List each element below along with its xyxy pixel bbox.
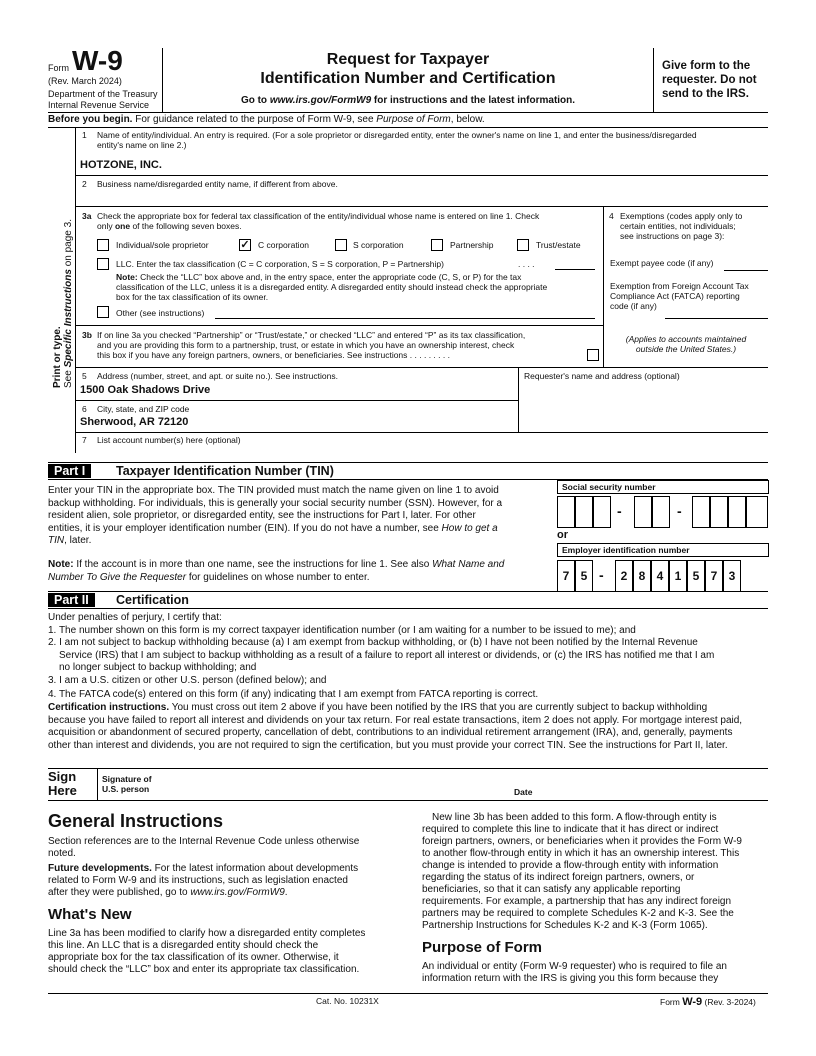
line3b-number: 3b <box>82 330 92 340</box>
ssn-digit-box[interactable] <box>692 496 710 528</box>
individual-checkbox[interactable] <box>97 239 109 251</box>
ssn-digit-box[interactable] <box>746 496 768 528</box>
business-name-field[interactable] <box>78 190 766 205</box>
ein-digit-box[interactable]: 2 <box>615 560 633 592</box>
irs-w9-link[interactable]: www.irs.gov/FormW9 <box>190 887 285 898</box>
ein-digit-box[interactable]: 7 <box>705 560 723 592</box>
ein-digit-box[interactable]: 5 <box>687 560 705 592</box>
form-label: Form <box>48 63 69 73</box>
fatca-code-field[interactable] <box>665 318 768 319</box>
account-numbers-field[interactable] <box>78 446 766 453</box>
department-line1: Department of the Treasury <box>48 89 158 99</box>
whats-new-text: Line 3a has been modified to clarify how a disregarded entity completes this line. An LLC that is a disregarded entity should check the appropriate box for the tax classification of its owner. Otherwise, it should check the “LLC” box and enter its appropriate tax classification. <box>48 928 366 975</box>
line7-number: 7 <box>82 435 87 445</box>
ssn-label: Social security number <box>557 480 769 494</box>
form-title-line2: Identification Number and Certification <box>260 70 556 87</box>
llc-label: LLC. Enter the tax classification (C = C corporation, S = S corporation, P = Partnership) <box>116 259 444 269</box>
goto-instructions: Go to www.irs.gov/FormW9 for instructions and the latest information. <box>240 95 576 106</box>
line3a-number: 3a <box>82 211 92 221</box>
ein-digit-box[interactable]: 5 <box>575 560 593 592</box>
line6-label: City, state, and ZIP code <box>97 404 190 414</box>
ein-digit-box[interactable]: 1 <box>669 560 687 592</box>
give-form-notice: Give form to the requester. Do not send to the IRS. <box>662 60 757 100</box>
form-title-line1: Request for Taxpayer <box>326 51 490 68</box>
ssn-digit-box[interactable] <box>728 496 746 528</box>
ein-digit-box[interactable]: 4 <box>651 560 669 592</box>
line1-number: 1 <box>82 130 87 140</box>
line1-label: Name of entity/individual. An entry is required. (For a sole proprietor or disregarded entity, enter the owner's name on line 1, and enter the business/disregarded entity's name on line 2.) <box>97 130 697 150</box>
part1-tag: Part I <box>48 464 91 478</box>
certification-text: Under penalties of perjury, I certify that: 1. The number shown on this form is my correct taxpayer identification number (or I am waiting for a number to be issued to me); and 2. I am not subject to backup withholding because (a) I am exempt from backup withholding, or (b) I have not been notified by the Internal Revenue Service (IRS) that I am subject to backup withholding as a result of a failure to report all interest or dividends, or (c) the IRS has notified me that I am no longer subject to backup withholding; and 3. I am a U.S. citizen or other U.S. person (defined below); and 4. The FATCA code(s) entered on this form (if any) indicating that I am exempt from FATCA reporting is correct. Certification instructions. You must cross out item 2 above if you have been notified by the IRS that you are currently subject to backup withholding because you have failed to report all interest and dividends on your tax return. For real estate transactions, item 2 does not apply. For mortgage interest paid, acquisition or abandonment of secured property, cancellation of debt, contributions to an individual retirement arrangement (IRA), and, generally, payments other than interest and dividends, you are not required to sign the certification, but you must provide your correct TIN. See the instructions for Part II, later. <box>48 612 743 751</box>
catalog-number: Cat. No. 10231X <box>316 996 379 1006</box>
sidebar-instructions: Print or type. See Specific Instructions on page 3. <box>52 219 74 388</box>
tin-instructions: Enter your TIN in the appropriate box. The TIN provided must match the name given on line 1 to avoid backup withholding. For individuals, this is generally your social security number (SSN). However, for a resident alien, sole proprietor, or disregarded entity, see the instructions for Part I, later. For other entities, it is your employer identification number (EIN). If you do not have a number, see How to get a TIN, later. <box>48 485 503 547</box>
llc-note: Note: Check the “LLC” box above and, in the entry space, enter the appropriate code (C, S, or P) for the tax classification of the LLC, unless it is a disregarded entity. A disregarded entity should instead check the appropriate box for the tax classification of its owner. <box>116 272 548 302</box>
c-corporation-checkbox[interactable]: ✓ <box>240 239 250 251</box>
gi-right-column: New line 3b has been added to this form. A flow-through entity is required to complete this line to indicate that it has direct or indirect foreign partners, owners, or beneficiaries when it provides the Form W-9 to another flow-through entity in which it has an ownership interest. This change is intended to provide a flow-through entity with information regarding the status of its indirect foreign partners, owners, or beneficiaries, so that it can satisfy any applicable reporting requirements. For example, a partnership that has any indirect foreign partners may be required to complete Schedules K-2 and K-3. See the Partnership Instructions for Schedules K-2 and K-3 (Form 1065). <box>422 812 742 931</box>
requester-label: Requester's name and address (optional) <box>524 371 680 381</box>
llc-dots: . . . . <box>518 259 535 269</box>
signature-label: Signature of U.S. person <box>102 774 152 794</box>
ein-digit-box[interactable]: 7 <box>557 560 575 592</box>
c-corporation-label: C corporation <box>258 240 310 250</box>
ssn-digit-box[interactable] <box>634 496 652 528</box>
part1-title: Taxpayer Identification Number (TIN) <box>116 464 334 478</box>
s-corporation-checkbox[interactable] <box>335 239 347 251</box>
ssn-digit-box[interactable] <box>652 496 670 528</box>
fatca-label: Exemption from Foreign Account Tax Compliance Act (FATCA) reporting code (if any) <box>610 281 749 311</box>
date-field[interactable] <box>540 776 766 796</box>
exempt-payee-field[interactable] <box>724 270 768 271</box>
footer-form-id: Form W-9 (Rev. 3-2024) <box>660 996 756 1008</box>
ssn-digit-box[interactable] <box>557 496 575 528</box>
ein-digit-box[interactable]: 3 <box>723 560 741 592</box>
ein-digit-box[interactable]: 8 <box>633 560 651 592</box>
form-number: W-9 <box>72 45 123 76</box>
entity-name-field[interactable]: HOTZONE, INC. <box>80 159 162 171</box>
partnership-label: Partnership <box>450 240 494 250</box>
ein-label: Employer identification number <box>557 543 769 557</box>
other-field[interactable] <box>215 318 595 319</box>
part2-title: Certification <box>116 593 189 607</box>
date-label: Date <box>514 787 533 797</box>
llc-classification-field[interactable] <box>555 269 595 270</box>
ssn-digit-box[interactable] <box>710 496 728 528</box>
llc-checkbox[interactable] <box>97 258 109 270</box>
purpose-link[interactable]: Purpose of Form <box>376 114 451 125</box>
purpose-text: An individual or entity (Form W-9 requester) who is required to file an information return with the IRS is giving you this form because they <box>422 961 727 984</box>
signature-field[interactable] <box>160 772 510 796</box>
line3a-label: Check the appropriate box for federal tax classification of the entity/individual whose name is entered on line 1. Check only one of the following seven boxes. <box>97 211 540 231</box>
other-checkbox[interactable] <box>97 306 109 318</box>
line5-label: Address (number, street, and apt. or suite no.). See instructions. <box>97 371 338 381</box>
ein-dash: - <box>599 567 604 583</box>
line3b-label: If on line 3a you checked “Partnership” or “Trust/estate,” or checked “LLC” and entered “P” as its tax classification, and you are providing this form to a partnership, trust, or estate in which you have an ownership interest, check this box if you have any foreign partners, owners, or beneficiaries. See instructions . . . . . . . . . <box>97 330 526 360</box>
irs-url-link[interactable]: www.irs.gov/FormW9 <box>269 95 372 106</box>
line5-number: 5 <box>82 371 87 381</box>
line7-label: List account number(s) here (optional) <box>97 435 241 445</box>
other-label: Other (see instructions) <box>116 308 205 318</box>
general-instructions-heading: General Instructions <box>48 811 224 831</box>
ssn-digit-box[interactable] <box>593 496 611 528</box>
line6-number: 6 <box>82 404 87 414</box>
trust-estate-checkbox[interactable] <box>517 239 529 251</box>
ssn-dash: - <box>617 503 622 519</box>
before-you-begin: Before you begin. For guidance related to the purpose of Form W-9, see Purpose of Form, below. <box>48 114 485 125</box>
foreign-partners-checkbox[interactable] <box>587 349 599 361</box>
or-label: or <box>557 529 568 541</box>
individual-label: Individual/sole proprietor <box>116 240 209 250</box>
trust-estate-label: Trust/estate <box>536 240 581 250</box>
s-corporation-label: S corporation <box>353 240 404 250</box>
purpose-of-form-heading: Purpose of Form <box>422 939 543 956</box>
whats-new-heading: What's New <box>48 906 132 923</box>
sign-here-label: Sign Here <box>48 769 77 798</box>
line2-number: 2 <box>82 179 87 189</box>
department-line2: Internal Revenue Service <box>48 100 150 110</box>
line2-label: Business name/disregarded entity name, if different from above. <box>97 179 338 189</box>
address-field[interactable]: 1500 Oak Shadows Drive <box>80 384 211 396</box>
revision-date: (Rev. March 2024) <box>48 76 122 86</box>
exemptions-label: Exemptions (codes apply only to certain entities, not individuals; see instructions on page 3): <box>620 211 743 241</box>
part2-tag: Part II <box>48 593 95 607</box>
gi-left-column: Section references are to the Internal Revenue Code unless otherwise noted. Future developments. For the latest information about developments related to Form W-9 and its instructions, such as legislation enacted after they were published, go to www.irs.gov/FormW9. <box>48 836 360 898</box>
ssn-digit-box[interactable] <box>575 496 593 528</box>
line4-number: 4 <box>609 211 614 221</box>
exempt-payee-label: Exempt payee code (if any) <box>610 258 714 268</box>
applies-note: (Applies to accounts maintained outside the United States.) <box>625 334 747 354</box>
city-state-zip-field[interactable]: Sherwood, AR 72120 <box>80 416 189 428</box>
requester-field[interactable] <box>520 384 766 430</box>
tin-note: Note: If the account is in more than one name, see the instructions for line 1. See also What Name and Number To Give the Requester for guidelines on whose number to enter. <box>48 559 505 583</box>
partnership-checkbox[interactable] <box>431 239 443 251</box>
ssn-dash: - <box>677 503 682 519</box>
